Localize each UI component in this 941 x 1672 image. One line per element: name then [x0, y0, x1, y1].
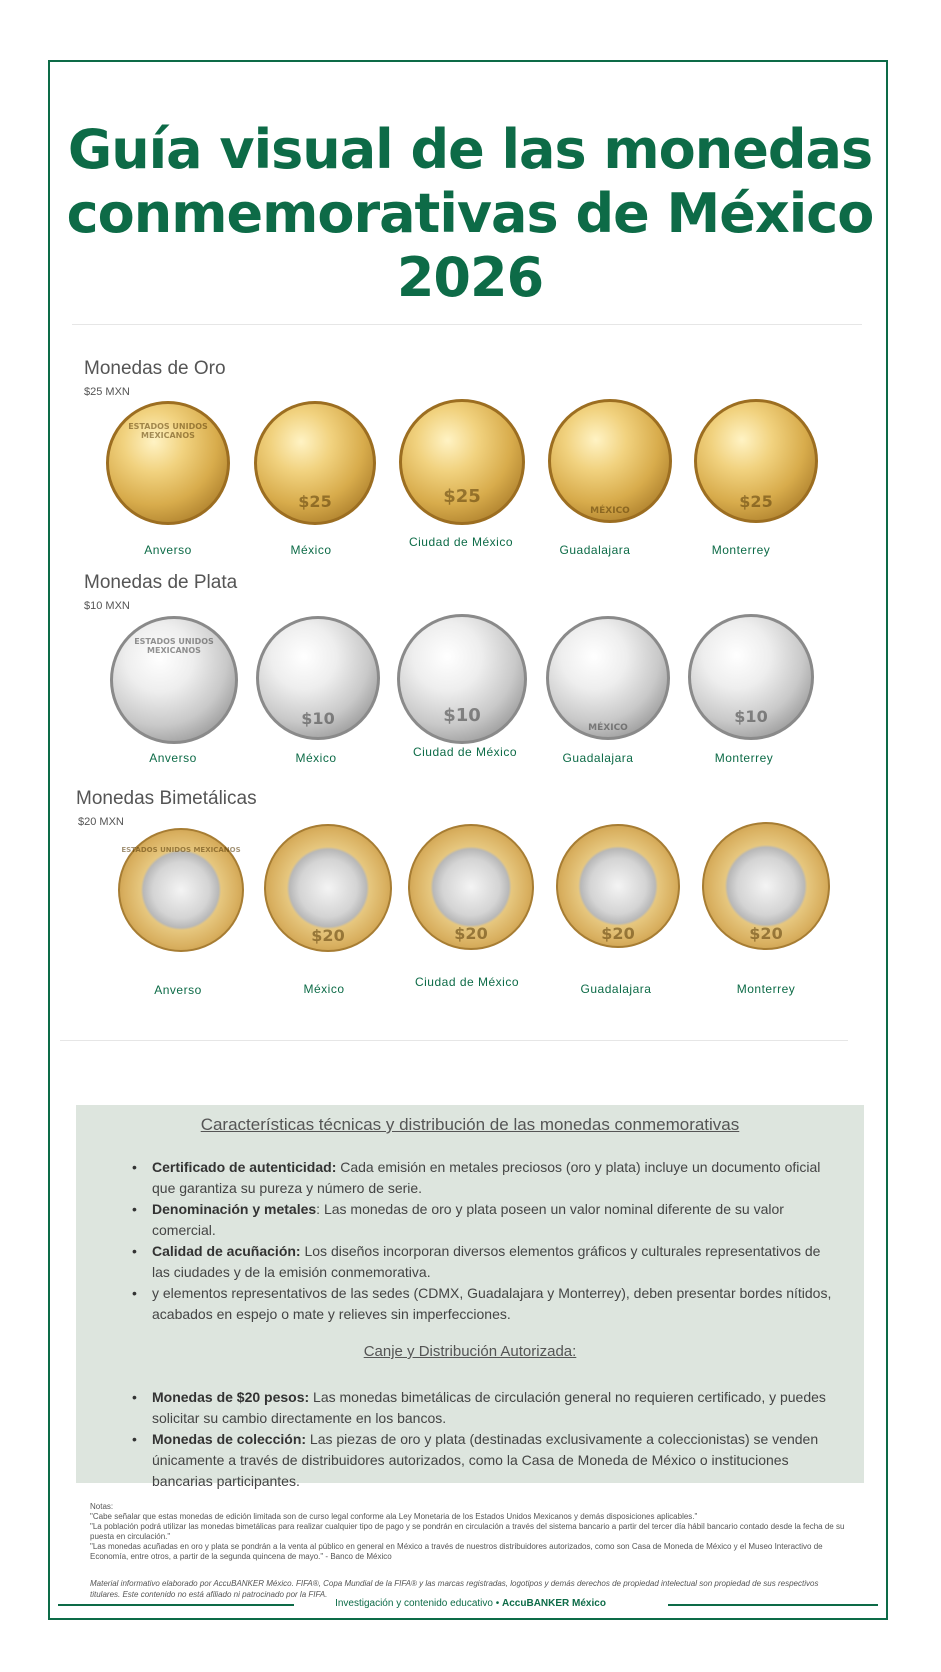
title-divider	[72, 324, 862, 325]
coin-label: Monterrey	[711, 543, 771, 557]
footer-brand: AccuBANKER México	[502, 1598, 606, 1609]
coin-bimetal-cdmx: $20	[408, 824, 534, 950]
list-item: • Monedas de $20 pesos: Las monedas bimetálicas de circulación general no requieren certificado, y puedes solicitar su cambio directamente en los bancos.	[132, 1387, 832, 1429]
coin-silver-monterrey: $10	[688, 614, 814, 740]
notes	[90, 1502, 850, 1562]
coin-label: Anverso	[149, 751, 197, 765]
coin-silver-mexico: $10	[256, 616, 380, 740]
coin-label: Anverso	[154, 983, 202, 997]
page-title: Guía visual de las monedas conmemorativas de México 2026	[66, 118, 874, 309]
coin-silver-cdmx: $10	[397, 614, 527, 744]
coin-label: Guadalajara	[580, 982, 652, 996]
info-heading: Características técnicas y distribución de las monedas conmemorativas	[200, 1115, 740, 1134]
section-divider	[60, 1040, 848, 1041]
coin-label: Guadalajara	[562, 751, 634, 765]
characteristics-list	[132, 1157, 832, 1325]
section-denomination-silver: $10 MXN	[84, 600, 130, 612]
coin-gold-anverso: ESTADOS UNIDOS MEXICANOS	[106, 401, 230, 525]
section-title-silver: Monedas de Plata	[84, 572, 238, 593]
note-line: "La población podrá utilizar las monedas bimetálicas para realizar cualquier tipo de pago y se pondrán en circulación a través del sistema bancario a partir del tercer día hábil bancario contado desde la fecha de su puesta en circulación."	[90, 1522, 845, 1541]
list-item: • Denominación y metales: Las monedas de oro y plata poseen un valor nominal diferente de su valor comercial.	[132, 1199, 832, 1241]
coin-gold-cdmx: $25	[399, 399, 525, 525]
coin-silver-guadalajara: MÉXICO	[546, 616, 670, 740]
section-title-gold: Monedas de Oro	[84, 358, 226, 379]
coin-label: Ciudad de México	[412, 745, 518, 759]
coin-label: Monterrey	[736, 982, 796, 996]
coin-bimetal-guadalajara: $20	[556, 824, 680, 948]
footer	[0, 1598, 941, 1609]
footer-text: Investigación y contenido educativo •	[335, 1598, 503, 1609]
coin-label: México	[303, 982, 345, 996]
section-denomination-gold: $25 MXN	[84, 386, 130, 398]
disclaimer: Material informativo elaborado por AccuBANKER México. FIFA®, Copa Mundial de la FIFA® y las marcas registradas, logotipos y demás derechos de propiedad intelectual son propiedad de sus respectivos titulares. Este contenido no está afiliado ni patrocinado por la FIFA.	[90, 1579, 819, 1599]
section-title-bimetallic: Monedas Bimetálicas	[76, 788, 257, 809]
coin-label: Ciudad de México	[414, 975, 520, 989]
coin-gold-guadalajara: MÉXICO	[548, 399, 672, 523]
coin-bimetal-monterrey: $20	[702, 822, 830, 950]
coin-bimetal-anverso: ESTADOS UNIDOS MEXICANOS	[118, 828, 244, 952]
list-item: • Calidad de acuñación: Los diseños incorporan diversos elementos gráficos y culturales representativos de las ciudades y de la emisión conmemorativa.	[132, 1241, 832, 1283]
list-item: • Certificado de autenticidad: Cada emisión en metales preciosos (oro y plata) incluye un documento oficial que garantiza su pureza y número de serie.	[132, 1157, 832, 1199]
list-item: • Monedas de colección: Las piezas de oro y plata (destinadas exclusivamente a coleccionistas) se venden únicamente a través de distribuidores autorizados, como la Casa de Moneda de México o instituciones bancarias participantes.	[132, 1429, 832, 1492]
coin-label: México	[290, 543, 332, 557]
coin-label: Anverso	[144, 543, 192, 557]
notes-label: Notas:	[90, 1502, 114, 1511]
coin-label: Monterrey	[714, 751, 774, 765]
coin-label: México	[295, 751, 337, 765]
note-line: "Cabe señalar que estas monedas de edición limitada son de curso legal conforme ala Ley Monetaria de los Estados Unidos Mexicanos y demás disposiciones aplicables."	[90, 1512, 698, 1521]
coin-label: Ciudad de México	[408, 535, 514, 549]
coin-bimetal-mexico: $20	[264, 824, 392, 952]
info-box	[76, 1105, 864, 1489]
distribution-list	[132, 1387, 832, 1492]
note-line: "Las monedas acuñadas en oro y plata se pondrán a la venta al público en general en México a través de nuestros distribuidores autorizados, como son Casa de Moneda de México y el Museo Interactivo de Economía, entre otros, a partir de la segunda quincena de mayo." - Banco de México	[90, 1542, 823, 1561]
coin-silver-anverso: ESTADOS UNIDOS MEXICANOS	[110, 616, 238, 744]
section-denomination-bimetallic: $20 MXN	[78, 816, 124, 828]
coin-gold-monterrey: $25	[694, 399, 818, 523]
coin-label: Guadalajara	[559, 543, 631, 557]
coin-gold-mexico: $25	[254, 401, 376, 525]
distribution-heading: Canje y Distribución Autorizada:	[363, 1343, 577, 1360]
list-item: • y elementos representativos de las sedes (CDMX, Guadalajara y Monterrey), deben presentar bordes nítidos, acabados en espejo o mate y relieves sin imperfecciones.	[132, 1283, 832, 1325]
